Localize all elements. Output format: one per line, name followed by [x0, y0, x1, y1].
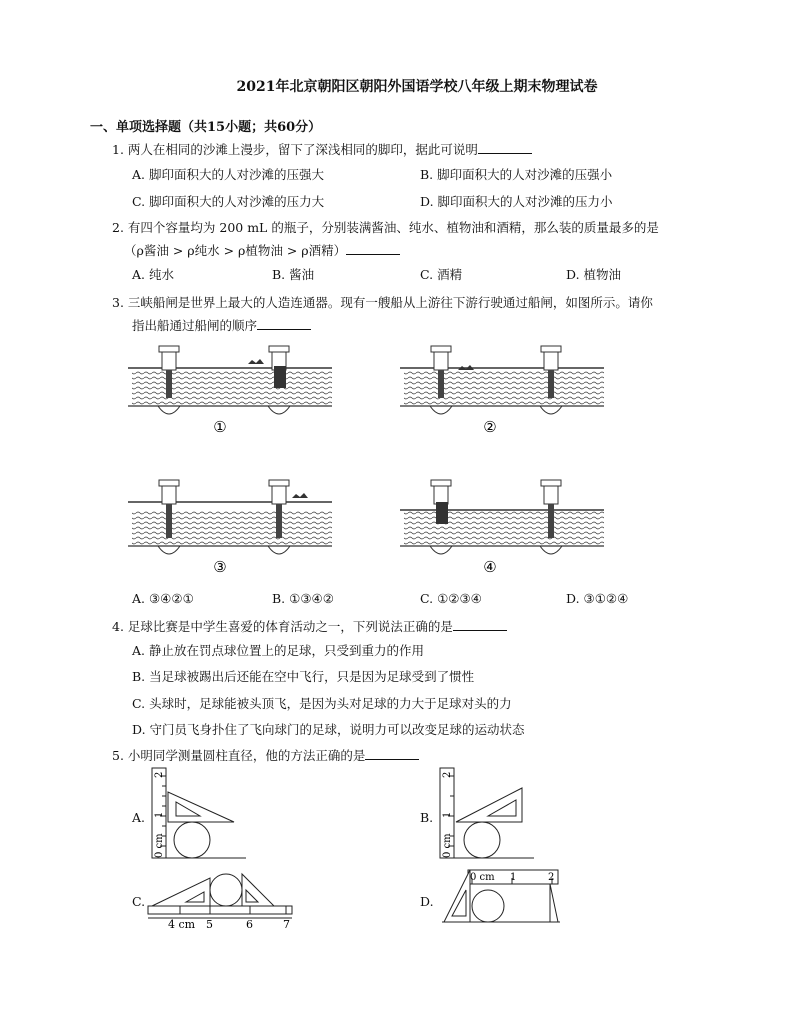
- ruler-c-label-7: 7: [283, 918, 290, 930]
- ruler-d-label-2: 2: [548, 872, 555, 883]
- ship-lock-figures: [128, 340, 728, 580]
- ruler-b-label-0: 0 cm: [442, 833, 453, 858]
- question-3-stem: 3. 三峡船闸是世界上最大的人造连通器。现有一艘船从上游往下游行驶通过船闸，如图所示。请你: [112, 295, 653, 310]
- ruler-b-label-1: 1: [442, 811, 453, 818]
- lock-figure-2: [400, 346, 604, 414]
- ruler-figure-d: [440, 866, 562, 932]
- q3-option-a[interactable]: A. ③④②①: [132, 591, 194, 606]
- ruler-c-label-6: 6: [246, 918, 253, 930]
- density-relation: （ρ酱油 > ρ纯水 > ρ植物油 > ρ酒精）: [124, 243, 347, 258]
- q2-option-b[interactable]: B. 酱油: [272, 267, 315, 282]
- q2-option-a[interactable]: A. 纯水: [132, 267, 174, 282]
- answer-blank[interactable]: [346, 242, 400, 255]
- ruler-d-label-0: 0 cm: [470, 872, 495, 883]
- question-2-stem: 2. 有四个容量均为 200 mL 的瓶子，分别装满酱油、纯水、植物油和酒精，那么装的质量最多的是: [112, 220, 659, 235]
- q5-option-a[interactable]: A.: [132, 810, 146, 825]
- ruler-c-label-5: 5: [206, 918, 213, 930]
- q1-option-b[interactable]: B. 脚印面积大的人对沙滩的压强小: [420, 167, 613, 182]
- figure-label-4: ④: [483, 558, 497, 576]
- q3-option-c[interactable]: C. ①②③④: [420, 591, 482, 606]
- q3-option-b[interactable]: B. ①③④②: [272, 591, 334, 606]
- question-1: [112, 141, 532, 159]
- q1-option-c[interactable]: C. 脚印面积大的人对沙滩的压力大: [132, 194, 325, 209]
- page-title: 2021年北京朝阳区朝阳外国语学校八年级上期末物理试卷: [236, 79, 598, 95]
- q4-option-b[interactable]: B. 当足球被踢出后还能在空中飞行，只是因为足球受到了惯性: [132, 669, 475, 684]
- answer-blank[interactable]: [453, 618, 507, 631]
- q3-option-d[interactable]: D. ③①②④: [566, 591, 629, 606]
- q5-option-b[interactable]: B.: [420, 810, 434, 825]
- q5-option-d[interactable]: D.: [420, 894, 434, 909]
- question-1-stem: 1. 两人在相同的沙滩上漫步，留下了深浅相同的脚印，据此可说明: [112, 142, 478, 157]
- q4-option-c[interactable]: C. 头球时，足球能被头顶飞，是因为头对足球的力大于足球对头的力: [132, 696, 512, 711]
- figure-label-2: ②: [483, 418, 497, 436]
- lock-figure-4: [400, 480, 604, 554]
- q4-option-a[interactable]: A. 静止放在罚点球位置上的足球，只受到重力的作用: [132, 643, 424, 658]
- section-heading: 一、单项选择题（共15小题；共60分）: [90, 120, 322, 135]
- ruler-d-label-1: 1: [510, 872, 517, 883]
- lock-figure-1: [128, 346, 332, 414]
- question-2-density: [124, 242, 400, 260]
- ruler-figure-c: [146, 868, 296, 930]
- q2-option-c[interactable]: C. 酒精: [420, 267, 463, 282]
- question-5-stem: 5. 小明同学测量圆柱直径，他的方法正确的是: [112, 748, 366, 763]
- q1-option-a[interactable]: A. 脚印面积大的人对沙滩的压强大: [132, 167, 324, 182]
- q5-option-c[interactable]: C.: [132, 894, 146, 909]
- ruler-a-label-1: 1: [154, 811, 165, 818]
- figure-label-1: ①: [213, 418, 227, 436]
- ruler-b-label-2: 2: [442, 771, 453, 778]
- lock-figure-3: [128, 480, 332, 554]
- question-3-stem-2: [132, 317, 311, 335]
- figure-label-3: ③: [213, 558, 227, 576]
- ruler-a-label-2: 2: [154, 771, 165, 778]
- question-4-stem: 4. 足球比赛是中学生喜爱的体育活动之一，下列说法正确的是: [112, 619, 453, 634]
- question-5: [112, 747, 419, 765]
- answer-blank[interactable]: [478, 141, 532, 154]
- answer-blank[interactable]: [365, 747, 419, 760]
- question-3-prompt: 指出船通过船闸的顺序: [132, 318, 258, 333]
- ruler-c-label-4: 4 cm: [168, 918, 196, 930]
- answer-blank[interactable]: [257, 317, 311, 330]
- question-4: [112, 618, 507, 636]
- q1-option-d[interactable]: D. 脚印面积大的人对沙滩的压力小: [420, 194, 613, 209]
- ruler-figure-b: [438, 766, 538, 862]
- q4-option-d[interactable]: D. 守门员飞身扑住了飞向球门的足球，说明力可以改变足球的运动状态: [132, 722, 525, 737]
- q2-option-d[interactable]: D. 植物油: [566, 267, 622, 282]
- ruler-figure-a: [150, 766, 250, 862]
- ruler-a-label-0: 0 cm: [154, 833, 165, 858]
